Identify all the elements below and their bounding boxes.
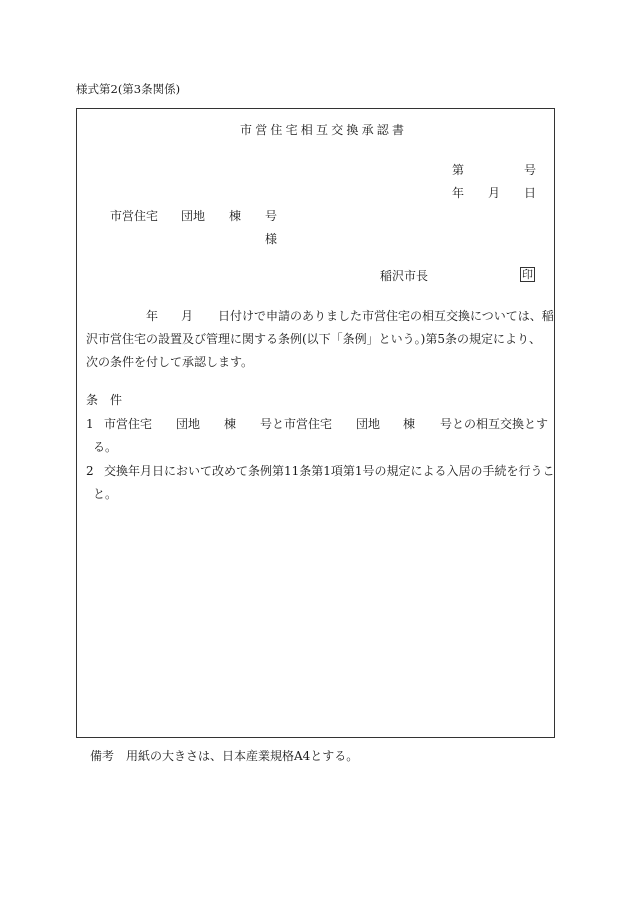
condition-1-part: 団地 xyxy=(356,417,381,431)
number-dai: 第 xyxy=(452,163,465,177)
condition-1-part: 棟 xyxy=(224,417,237,431)
issuer-name: 稲沢市長 xyxy=(380,269,429,283)
condition-1-part: 号と市営住宅 xyxy=(260,417,333,431)
addressee-jutaku: 市営住宅 xyxy=(110,209,159,223)
addressee-sama: 様 xyxy=(265,232,278,246)
addressee-go: 号 xyxy=(265,209,278,223)
condition-1-part: 市営住宅 xyxy=(104,417,153,431)
date-day: 日 xyxy=(524,186,537,200)
condition-1-continuation: る。 xyxy=(93,440,118,454)
condition-1-part: 棟 xyxy=(403,417,416,431)
body-line-1: 日付けで申請のありました市営住宅の相互交換については、稲 xyxy=(218,309,554,323)
form-label: 様式第2(第3条関係) xyxy=(76,82,181,96)
body-line-3: 次の条件を付して承認します。 xyxy=(86,355,254,369)
seal-stamp xyxy=(520,267,535,282)
body-year: 年 xyxy=(146,309,159,323)
addressee-danchi: 団地 xyxy=(181,209,206,223)
condition-2-continuation: と。 xyxy=(93,487,118,501)
body-month: 月 xyxy=(181,309,194,323)
date-year: 年 xyxy=(452,186,465,200)
condition-1-part: 号との相互交換とす xyxy=(440,417,549,431)
body-line-2: 沢市営住宅の設置及び管理に関する条例(以下「条例」という。)第5条の規定により、 xyxy=(86,332,542,346)
number-go: 号 xyxy=(524,163,537,177)
condition-1-number: 1 xyxy=(86,417,94,431)
conditions-heading: 条 件 xyxy=(86,393,123,407)
date-month: 月 xyxy=(488,186,501,200)
condition-2-text: 交換年月日において改めて条例第11条第1項第1号の規定による入居の手続を行うこ xyxy=(104,464,555,478)
condition-2-number: 2 xyxy=(86,464,94,478)
condition-1-part: 団地 xyxy=(176,417,201,431)
addressee-mune: 棟 xyxy=(229,209,242,223)
document-title: 市営住宅相互交換承認書 xyxy=(240,123,408,137)
seal-label: 印 xyxy=(522,268,533,281)
remarks-note: 備考 用紙の大きさは、日本産業規格A4とする。 xyxy=(90,749,359,763)
